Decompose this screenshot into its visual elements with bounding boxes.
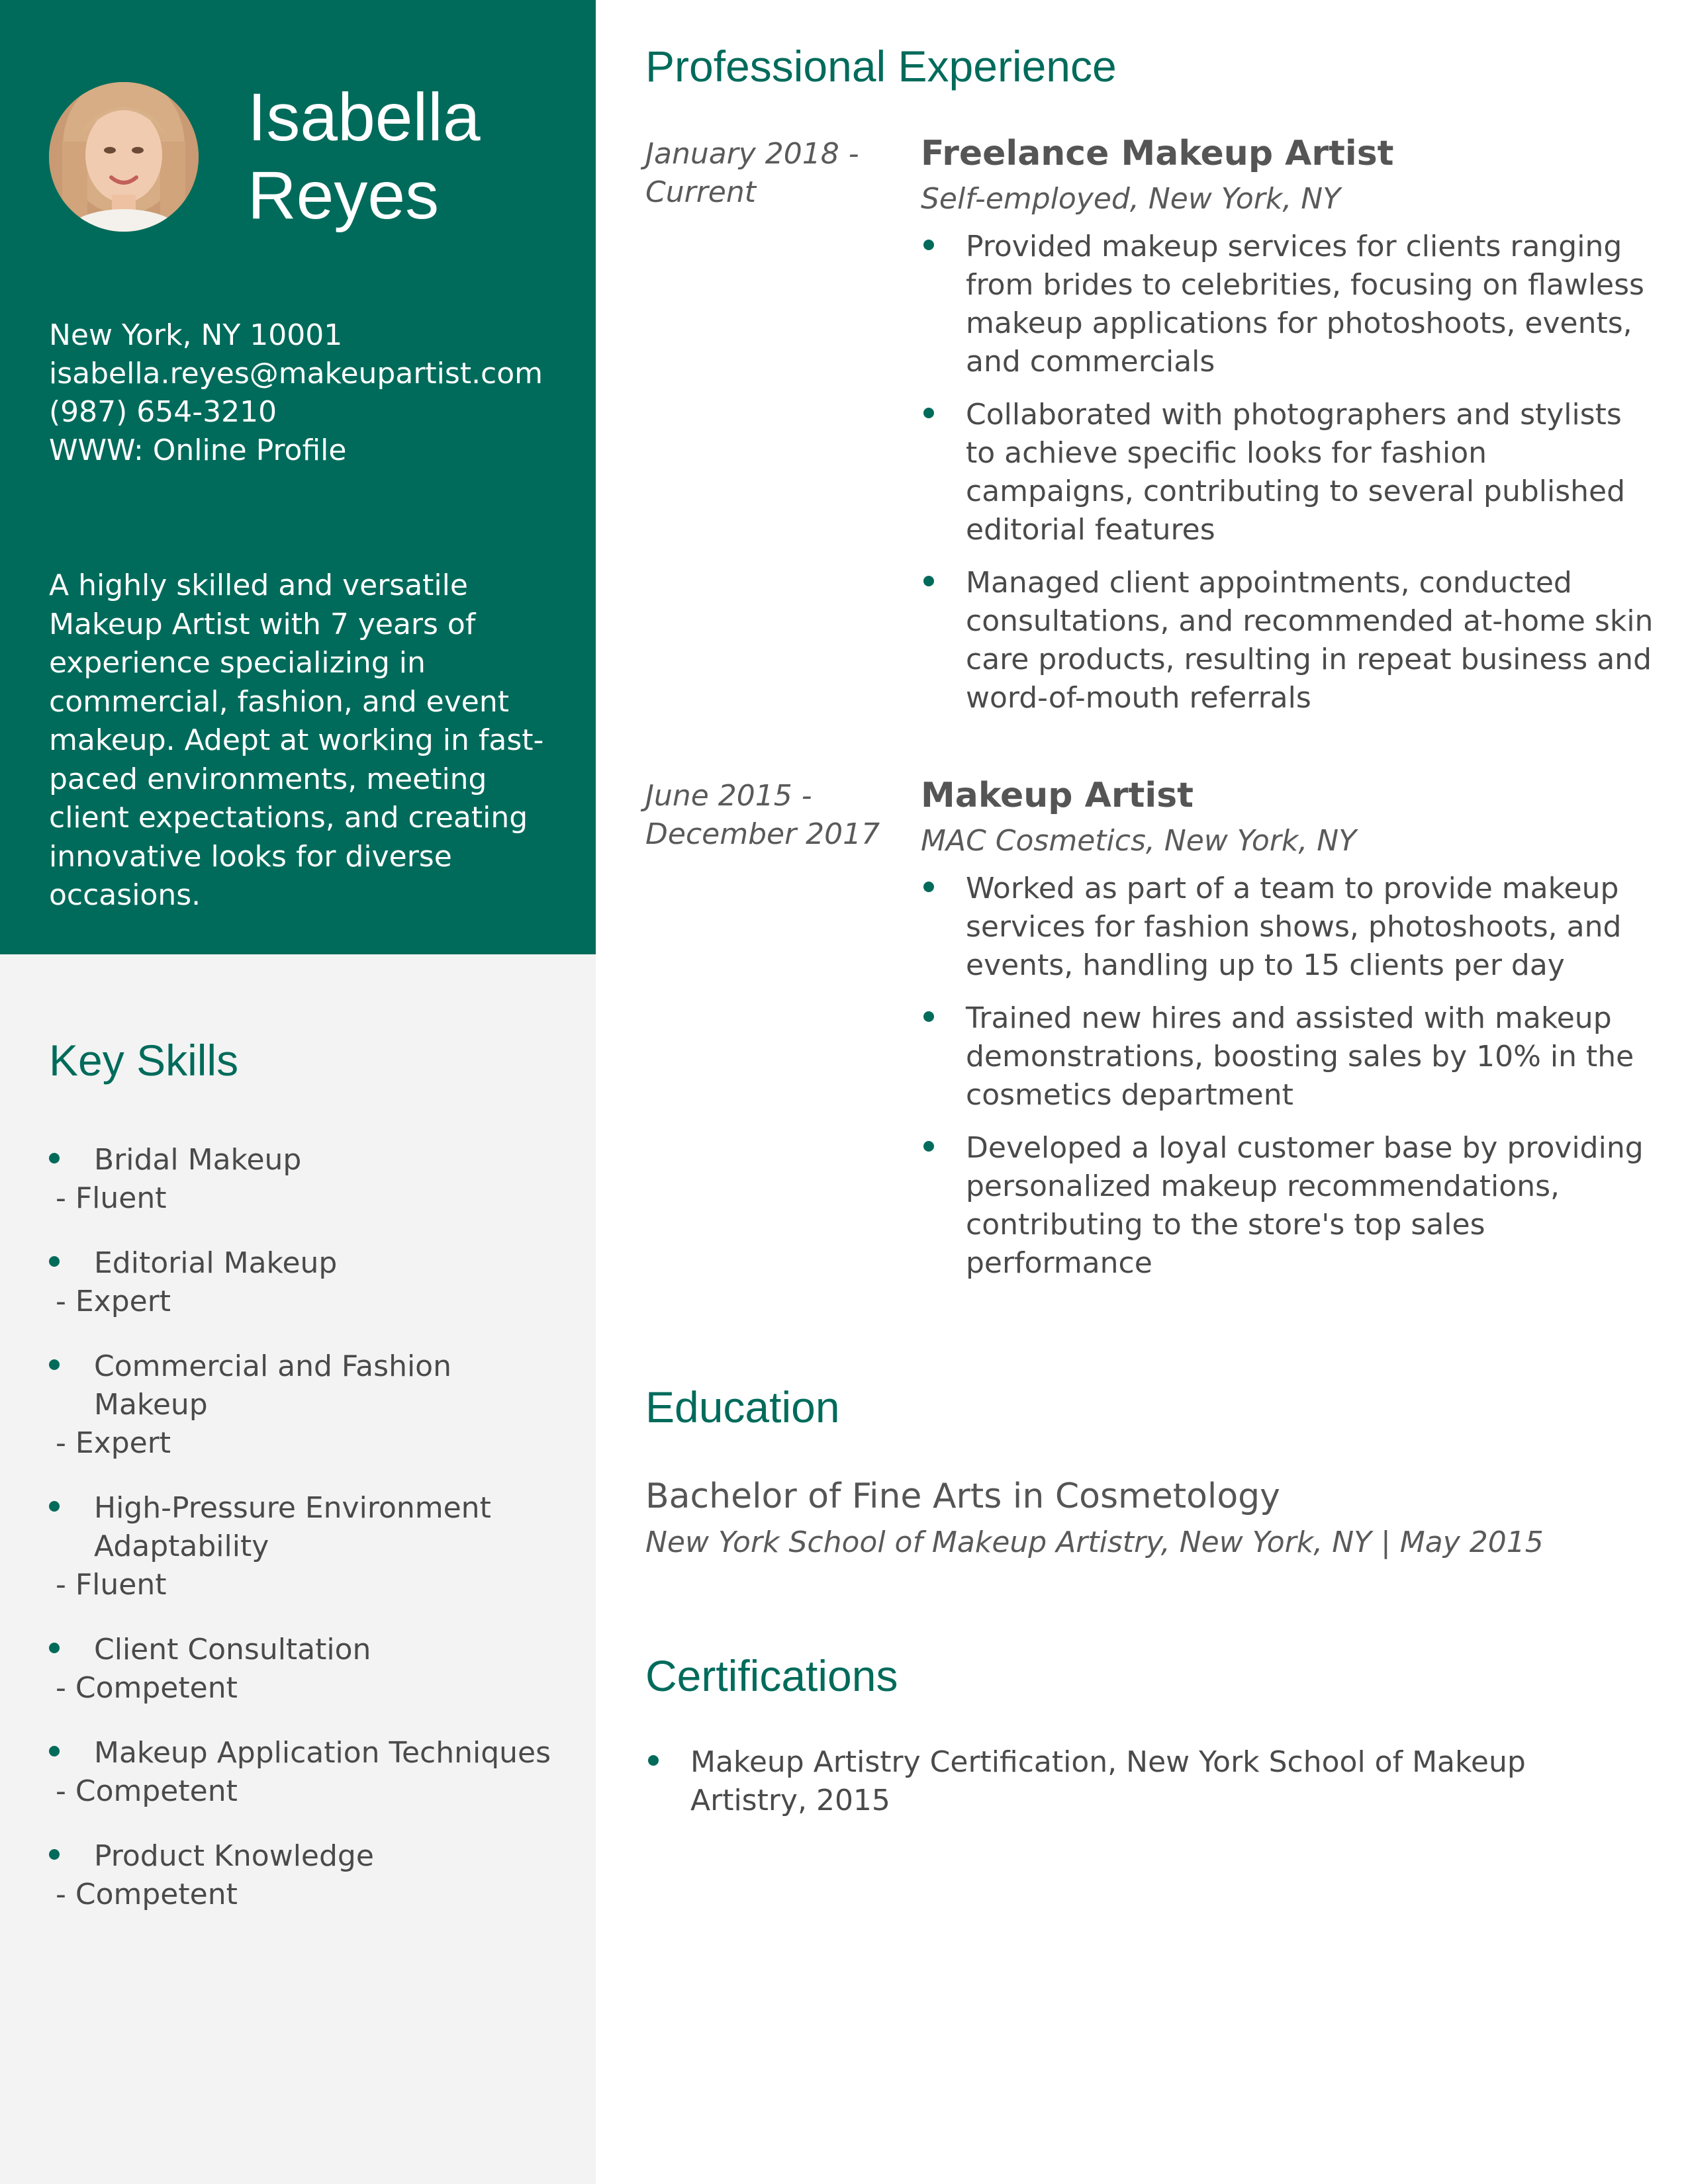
certification-item [645,1743,1618,1820]
job-bullet [921,999,1656,1115]
skills-list [49,1141,565,1940]
phone: (987) 654-3210 [49,395,277,429]
contact-block [49,316,579,470]
bullet-icon [923,1141,934,1152]
job-bullet [921,228,1656,381]
skill-level: - Competent [56,1774,238,1808]
website-link[interactable]: WWW: Online Profile [49,433,347,467]
skill-item [49,1734,565,1811]
job-dates: January 2018 - Current [645,137,859,209]
avatar-portrait-icon [49,82,199,232]
skill-name: Makeup Application Techniques [94,1736,551,1770]
skill-level: - Expert [56,1285,171,1318]
skill-name: Client Consultation [94,1633,371,1666]
bullet-text: Trained new hires and assisted with makeup demonstrations, boosting sales by 10% in the cosmetics department [966,1001,1634,1112]
school: New York School of Makeup Artistry, New York, NY | May 2015 [645,1525,1544,1559]
certification-text: Makeup Artistry Certification, New York School of Makeup Artistry, 2015 [690,1745,1526,1817]
education-heading: Education [645,1383,840,1432]
certifications-list [645,1743,1618,1835]
degree: Bachelor of Fine Arts in Cosmetology [645,1477,1280,1516]
job-title: Makeup Artist [921,776,1194,815]
skill-item [49,1244,565,1321]
last-name: Reyes [248,158,440,233]
bullet-text: Developed a loyal customer base by providing personalized makeup recommendations, contributing to the store's top sales performance [966,1131,1644,1280]
bullet-icon [49,1849,60,1860]
bullet-text: Provided makeup services for clients ranging from brides to celebrities, focusing on flawless makeup applications for photoshoots, events, and commercials [966,230,1644,379]
bullet-icon [49,1501,60,1512]
skills-heading: Key Skills [49,1036,239,1085]
bullet-icon [648,1755,659,1766]
bullet-text: Collaborated with photographers and stylists to achieve specific looks for fashion campaigns, contributing to several published editorial features [966,398,1626,547]
bullet-icon [923,240,934,250]
job-body [921,777,1656,1297]
job-dates: June 2015 - December 2017 [645,779,880,851]
skill-level: - Fluent [56,1181,167,1215]
address: New York, NY 10001 [49,318,343,352]
skill-item [49,1631,565,1707]
bullet-icon [923,408,934,418]
job-bullets [921,228,1656,717]
skill-item [49,1347,565,1463]
job-bullet [921,870,1656,985]
skill-name: Commercial and Fashion Makeup [94,1349,451,1422]
skill-name: Editorial Makeup [94,1246,338,1280]
job-bullets [921,870,1656,1283]
bullet-text: Managed client appointments, conducted consultations, and recommended at-home skin care products, resulting in repeat business and word-of-mouth referrals [966,566,1654,715]
skill-item [49,1141,565,1218]
job-title: Freelance Makeup Artist [921,134,1394,173]
job-bullet [921,396,1656,549]
job-bullet [921,1129,1656,1283]
email-link[interactable]: isabella.reyes@makeupartist.com [49,357,543,390]
skill-name: Bridal Makeup [94,1143,302,1177]
education-entry [645,1475,1652,1562]
job-body [921,135,1656,732]
candidate-name [248,78,579,234]
skill-level: - Expert [56,1426,171,1460]
bullet-icon [923,1011,934,1022]
skill-name: Product Knowledge [94,1839,374,1873]
job-company: MAC Cosmetics, New York, NY [921,824,1357,858]
avatar [49,82,199,232]
job-bullet [921,564,1656,717]
bullet-icon [49,1746,60,1756]
skill-item [49,1489,565,1604]
bullet-icon [49,1359,60,1370]
bullet-icon [49,1256,60,1267]
bullet-text: Worked as part of a team to provide makeup services for fashion shows, photoshoots, and events, handling up to 15 clients per day [966,872,1622,982]
summary: A highly skilled and versatile Makeup Artist with 7 years of experience specializing in commercial, fashion, and event makeup. Adept at working in fast-paced environments, meeting client expectations, and creating innovative looks for diverse occasions. [49,569,544,912]
skill-name: High-Pressure Environment Adaptability [94,1491,491,1563]
first-name: Isabella [248,79,481,155]
bullet-icon [49,1643,60,1653]
experience-heading: Professional Experience [645,42,1117,91]
skill-item [49,1837,565,1914]
bullet-icon [923,576,934,586]
skill-level: - Competent [56,1671,238,1705]
skill-level: - Fluent [56,1568,167,1602]
job-company: Self-employed, New York, NY [921,182,1341,216]
skill-level: - Competent [56,1878,238,1911]
bullet-icon [49,1153,60,1163]
certifications-heading: Certifications [645,1651,898,1700]
bullet-icon [923,882,934,892]
